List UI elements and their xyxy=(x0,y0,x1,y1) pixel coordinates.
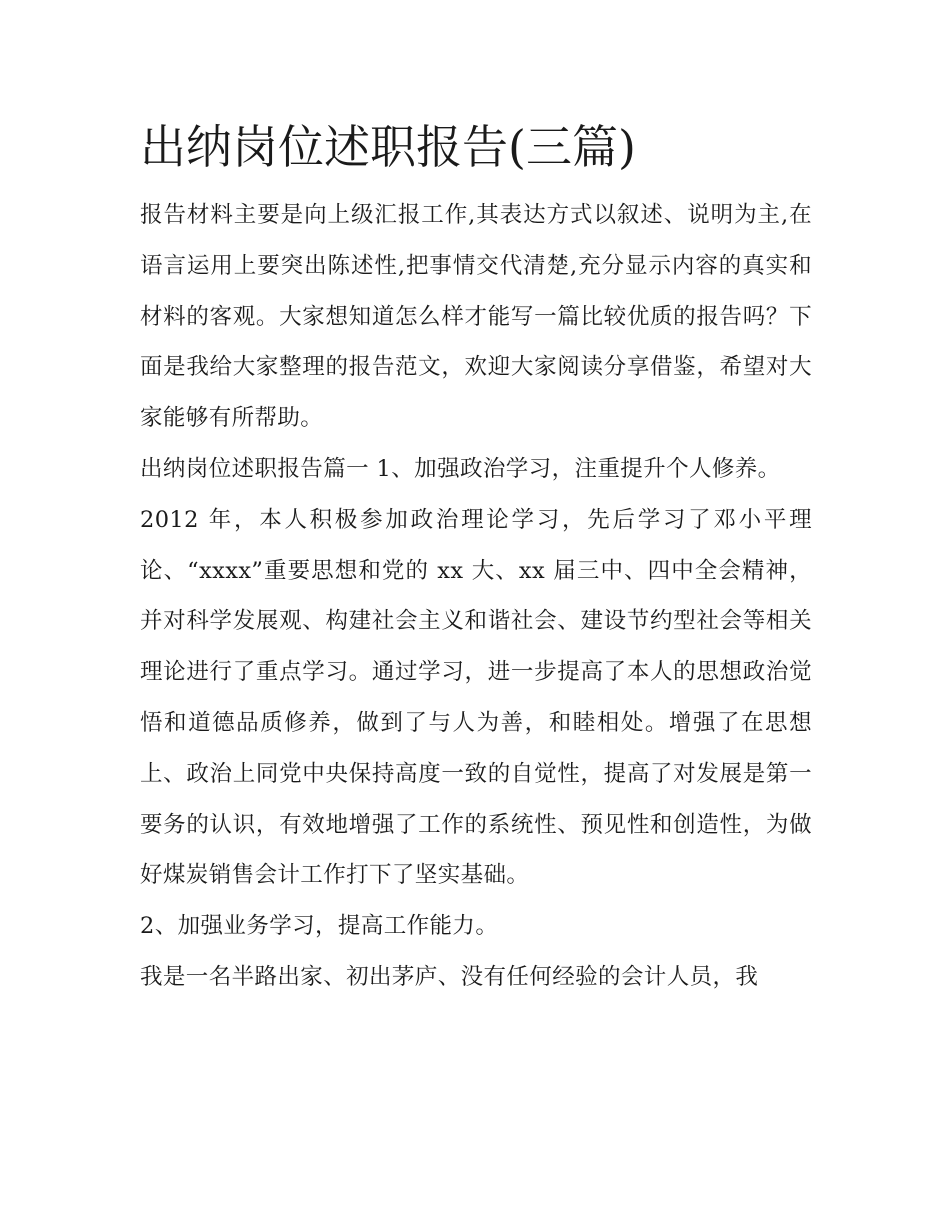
intro-paragraph: 报告材料主要是向上级汇报工作,其表达方式以叙述、说明为主,在语言运用上要突出陈述性,把事情交代清楚,充分显示内容的真实和材料的客观。大家想知道怎么样才能写一篇比较优质的报告吗？下面是我给大家整理的报告范文，欢迎大家阅读分享借鉴，希望对大家能够有所帮助。 xyxy=(140,202,812,432)
document-title: 出纳岗位述职报告(三篇) xyxy=(140,120,636,174)
business-study-paragraph: 我是一名半路出家、初出茅庐、没有任何经验的会计人员，我 xyxy=(140,963,759,990)
section-one-heading: 出纳岗位述职报告篇一 1、加强政治学习，注重提升个人修养。 xyxy=(140,455,781,482)
political-study-paragraph: 2012 年，本人积极参加政治理论学习，先后学习了邓小平理论、“xxxx”重要思想和党的 xx 大、xx 届三中、四中全会精神，并对科学发展观、构建社会主义和谐社会、建设节约型社会等相关理论进行了重点学习。通过学习，进一步提高了本人的思想政治觉悟和道德品质修养，做到了与人为善，和睦相处。增强了在思想上、政治上同党中央保持高度一致的自觉性，提高了对发展是第一要务的认识，有效地增强了工作的系统性、预见性和创造性，为做好煤炭销售会计工作打下了坚实基础。 xyxy=(140,506,812,889)
section-two-heading: 2、加强业务学习，提高工作能力。 xyxy=(140,913,499,940)
document-body xyxy=(140,112,812,1003)
